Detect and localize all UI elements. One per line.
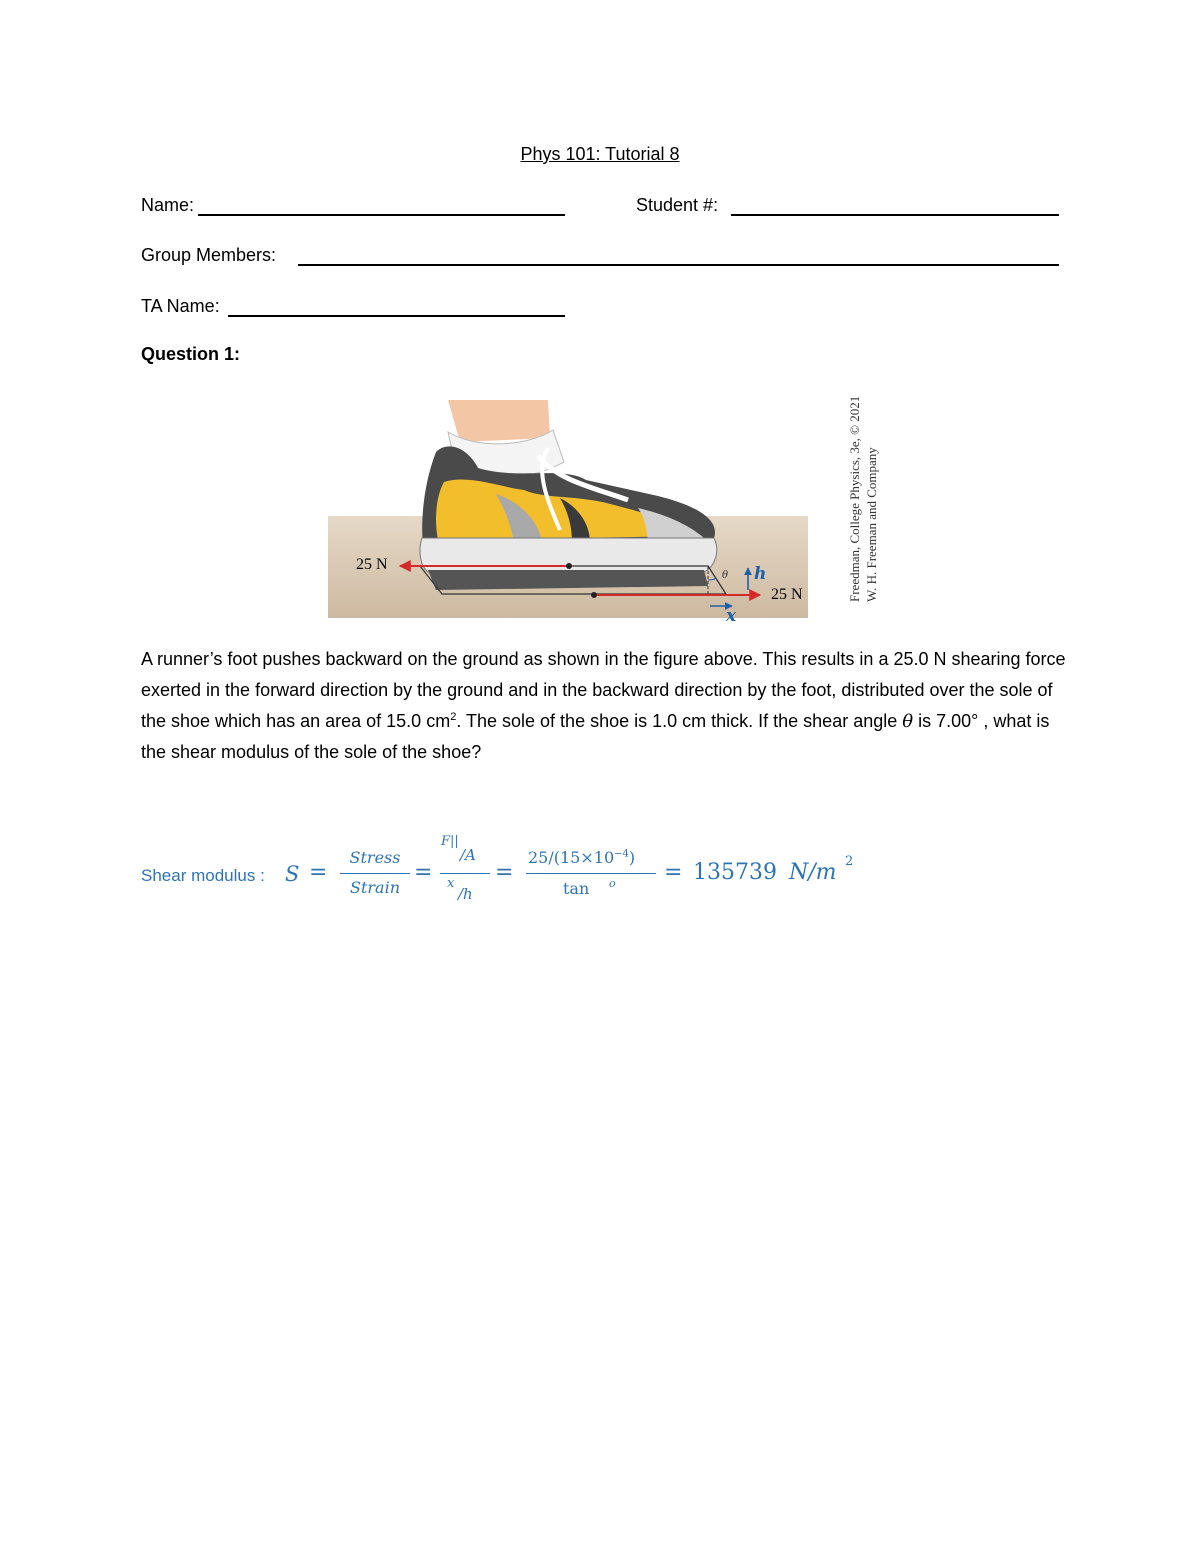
credit-line-2: W. H. Freeman and Company — [864, 447, 879, 602]
strain-denominator: Strain — [350, 878, 400, 897]
theta-label: θ — [722, 570, 729, 581]
stress-numerator: Stress — [349, 848, 401, 867]
student-number-label: Student #: — [636, 195, 719, 215]
question-text-part-1: A runner’s foot pushes backward on the ground as shown in the figure above. This results in a 25.0 N shearing force exerted in the forward direction by the ground and in the backward direction by the foot, distributed over the sole of the shoe which has an area of 15.0 cm — [141, 649, 1066, 731]
fraction-bar-1 — [340, 873, 410, 874]
question-heading: Question 1: — [141, 344, 241, 364]
equals-4: = — [664, 860, 683, 885]
name-field[interactable] — [198, 214, 565, 216]
page-title: Phys 101: Tutorial 8 — [520, 144, 680, 164]
shoe-figure — [328, 390, 808, 618]
equals-2: = — [414, 860, 433, 885]
result-unit: N/m — [789, 860, 837, 885]
force-label-right: 25 N — [771, 586, 803, 603]
h-label: h — [754, 564, 767, 584]
cm-exponent: 2 — [450, 711, 457, 723]
fraction-bar-3 — [526, 873, 656, 874]
x-numerator: x — [447, 876, 455, 891]
result-value: 135739 — [693, 860, 777, 885]
name-label: Name: — [141, 195, 195, 215]
ta-name-label: TA Name: — [141, 296, 220, 316]
force-label-left: 25 N — [356, 556, 388, 573]
question-text-part-2: . The sole of the shoe is 1.0 cm thick. If the shear angle — [456, 711, 903, 731]
over-a: /A — [460, 846, 476, 864]
numerator-exponent: −4 — [614, 848, 629, 860]
equals-3: = — [495, 860, 514, 885]
figure-credit — [846, 396, 880, 602]
numerator-close: ) — [628, 848, 636, 867]
symbol-s: S — [285, 862, 300, 886]
group-members-field[interactable] — [298, 264, 1059, 266]
degree-symbol: o — [609, 877, 616, 890]
theta-symbol: θ — [902, 711, 914, 732]
equals-1: = — [309, 860, 328, 885]
question-text — [141, 644, 1071, 768]
leg — [448, 400, 550, 442]
f-parallel: F|| — [441, 834, 459, 849]
unit-exponent: 2 — [845, 854, 854, 869]
x-label: x — [726, 606, 737, 626]
numerator-base: 25/(15×10 — [528, 848, 615, 867]
credit-line-1: Freedman, College Physics, 3e, © 2021 — [847, 395, 862, 602]
shear-modulus-label: Shear modulus : — [141, 866, 265, 885]
tan-denominator: tan — [563, 879, 590, 898]
student-number-field[interactable] — [731, 214, 1059, 216]
fraction-bar-2 — [440, 873, 490, 874]
group-members-label: Group Members: — [141, 245, 277, 265]
over-h: /h — [458, 885, 473, 903]
question-text-part-3: is 7.00° , what is the shear modulus of the sole of the shoe? — [141, 711, 1050, 762]
value-numerator — [528, 848, 635, 867]
ta-name-field[interactable] — [228, 315, 565, 317]
